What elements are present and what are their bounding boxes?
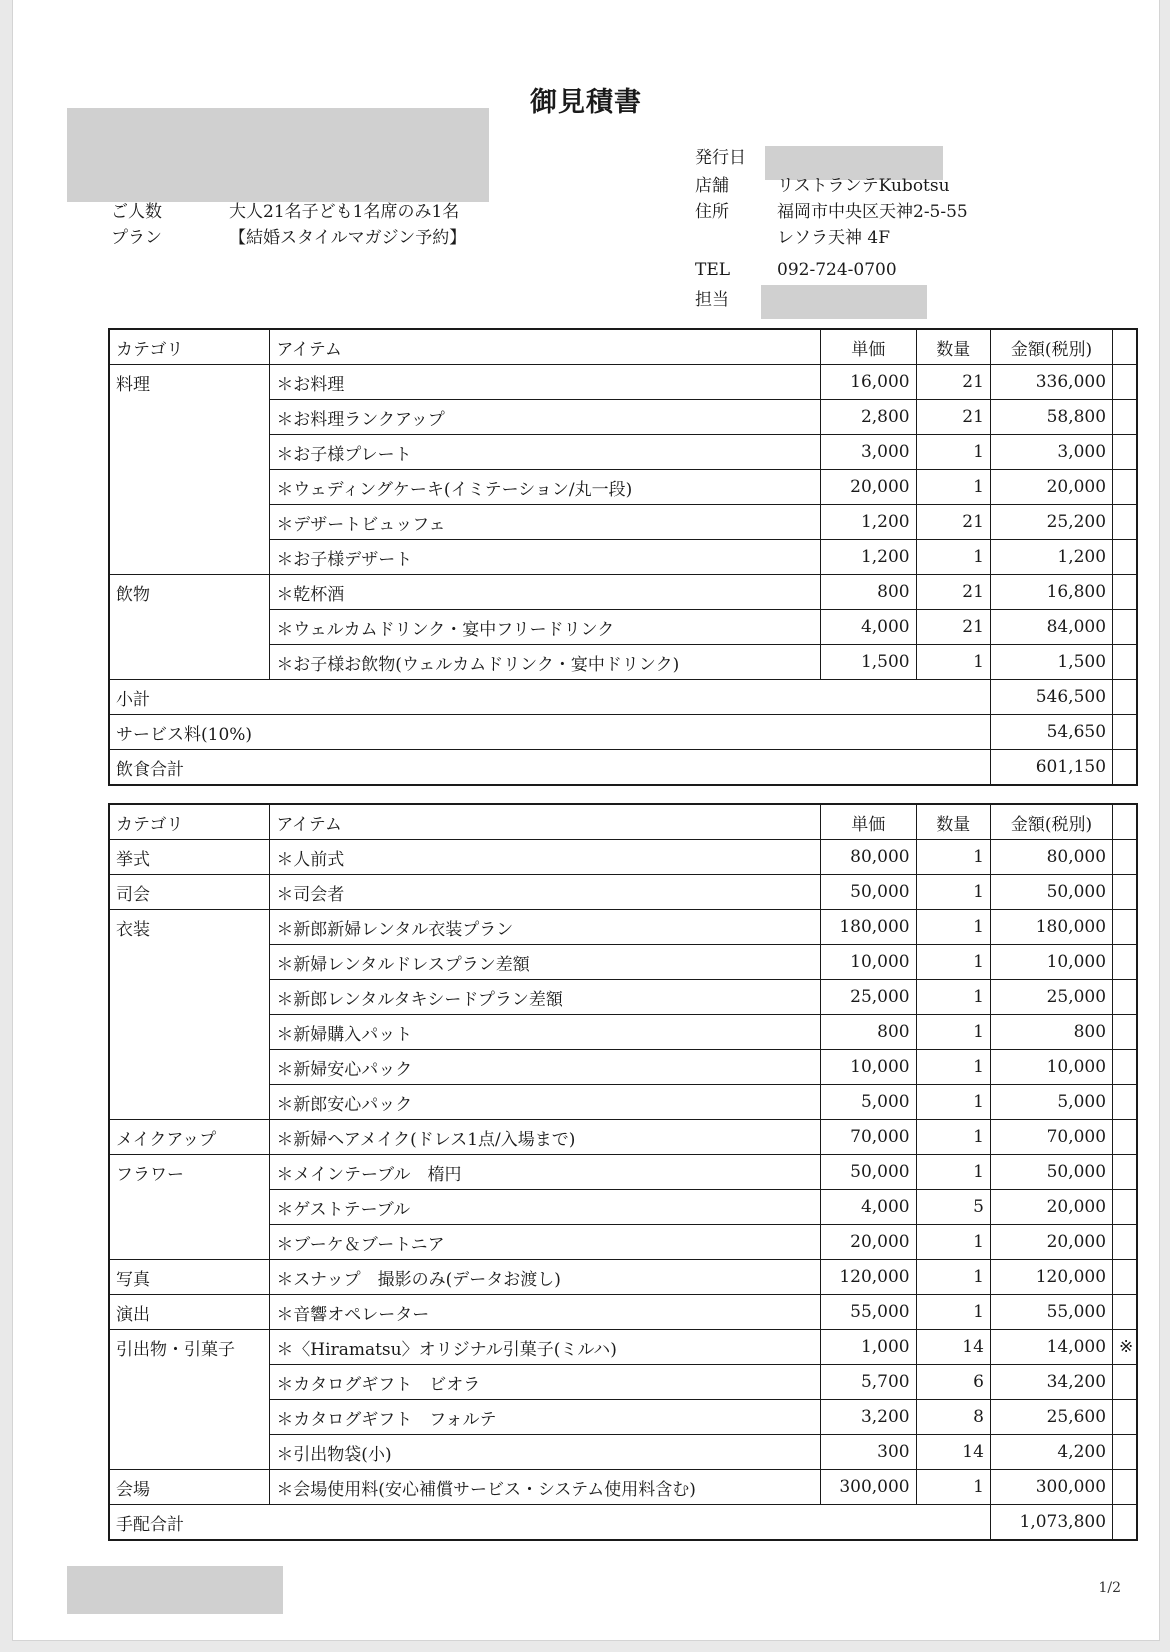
header-amount: 金額(税別) [990,804,1112,840]
redacted-staff-name [761,285,927,319]
arrangement-total-row-value: 1,073,800 [990,1505,1112,1541]
row-note [1113,365,1137,400]
row-unit-price: 50,000 [820,875,916,910]
table-row [109,1330,1137,1365]
row-qty: 1 [916,1155,990,1190]
page-number: 1/2 [1098,1580,1121,1596]
issuer-date-label: 発行日 [695,148,746,168]
row-unit-price: 800 [820,575,916,610]
document-page [12,0,1160,1641]
row-item: ＊デザートビュッフェ [270,505,821,540]
row-qty: 14 [916,1330,990,1365]
row-category [109,1050,270,1085]
row-item: ＊カタログギフト フォルテ [270,1400,821,1435]
row-unit-price: 80,000 [820,840,916,875]
food-total-row-note [1113,750,1137,786]
row-category [109,435,270,470]
table-row [109,1225,1137,1260]
address-line2: レソラ天神 4F [777,228,891,248]
row-item: ＊新婦レンタルドレスプラン差額 [270,945,821,980]
header-note [1113,804,1137,840]
row-item: ＊〈Hiramatsu〉オリジナル引菓子(ミルハ) [270,1330,821,1365]
row-note [1113,1225,1137,1260]
row-note [1113,980,1137,1015]
row-amount: 14,000 [990,1330,1112,1365]
row-amount: 300,000 [990,1470,1112,1505]
row-unit-price: 10,000 [820,1050,916,1085]
address-row [695,199,968,225]
row-note [1113,1260,1137,1295]
row-note [1113,540,1137,575]
row-item: ＊新郎レンタルタキシードプラン差額 [270,980,821,1015]
row-qty: 1 [916,435,990,470]
row-qty: 1 [916,470,990,505]
table-row [109,875,1137,910]
row-amount: 120,000 [990,1260,1112,1295]
row-qty: 1 [916,540,990,575]
row-qty: 8 [916,1400,990,1435]
row-unit-price: 10,000 [820,945,916,980]
food-total-row-value: 601,150 [990,750,1112,786]
row-category [109,1225,270,1260]
row-note [1113,1435,1137,1470]
table-row [109,980,1137,1015]
header-unit-price: 単価 [820,329,916,365]
row-qty: 1 [916,1050,990,1085]
row-note [1113,1400,1137,1435]
address-row-2 [695,225,968,251]
row-unit-price: 25,000 [820,980,916,1015]
row-note [1113,910,1137,945]
row-category: 演出 [109,1295,270,1330]
table-row [109,540,1137,575]
row-item: ＊新婦ヘアメイク(ドレス1点/入場まで) [270,1120,821,1155]
row-note [1113,1015,1137,1050]
row-amount: 20,000 [990,470,1112,505]
subtotal-row [109,680,1137,715]
row-unit-price: 50,000 [820,1155,916,1190]
table-row [109,505,1137,540]
row-item: ＊司会者 [270,875,821,910]
header-item: アイテム [270,804,821,840]
row-note [1113,610,1137,645]
row-unit-price: 1,200 [820,540,916,575]
row-item: ＊お子様デザート [270,540,821,575]
row-item: ＊人前式 [270,840,821,875]
row-amount: 20,000 [990,1190,1112,1225]
table-row [109,840,1137,875]
row-category [109,1190,270,1225]
row-category [109,400,270,435]
row-item: ＊ゲストテーブル [270,1190,821,1225]
tel-row [695,257,968,283]
arrangement-total-row-note [1113,1505,1137,1541]
row-unit-price: 2,800 [820,400,916,435]
row-category [109,645,270,680]
table-row [109,910,1137,945]
row-item: ＊音響オペレーター [270,1295,821,1330]
row-category [109,505,270,540]
service-charge-row-label: サービス料(10%) [109,715,990,750]
row-qty: 1 [916,945,990,980]
row-note [1113,1120,1137,1155]
row-item: ＊お料理 [270,365,821,400]
row-item: ＊ブーケ＆ブートニア [270,1225,821,1260]
row-category: 飲物 [109,575,270,610]
row-amount: 25,200 [990,505,1112,540]
row-note [1113,645,1137,680]
row-note [1113,1365,1137,1400]
food-estimate-table [108,328,1138,786]
row-category [109,1400,270,1435]
row-unit-price: 5,000 [820,1085,916,1120]
row-item: ＊新郎新婦レンタル衣装プラン [270,910,821,945]
row-category [109,945,270,980]
subtotal-row-value: 546,500 [990,680,1112,715]
row-unit-price: 800 [820,1015,916,1050]
table-row [109,1295,1137,1330]
table-row [109,400,1137,435]
row-category: 写真 [109,1260,270,1295]
row-amount: 50,000 [990,875,1112,910]
row-amount: 25,600 [990,1400,1112,1435]
table-row [109,1085,1137,1120]
row-note [1113,1295,1137,1330]
table-row [109,1260,1137,1295]
row-qty: 6 [916,1365,990,1400]
header-amount: 金額(税別) [990,329,1112,365]
document-title: 御見積書 [530,87,642,118]
row-unit-price: 5,700 [820,1365,916,1400]
row-amount: 336,000 [990,365,1112,400]
table-row [109,1015,1137,1050]
guests-value: 大人21名子ども1名席のみ1名 [229,202,460,222]
tel-label: TEL [695,260,731,280]
row-item: ＊お子様お飲物(ウェルカムドリンク・宴中ドリンク) [270,645,821,680]
row-category [109,1365,270,1400]
row-qty: 21 [916,610,990,645]
table-row [109,575,1137,610]
row-qty: 1 [916,840,990,875]
row-qty: 1 [916,1225,990,1260]
row-unit-price: 16,000 [820,365,916,400]
row-unit-price: 1,200 [820,505,916,540]
row-qty: 1 [916,1120,990,1155]
address-label: 住所 [695,202,729,222]
row-unit-price: 20,000 [820,470,916,505]
guests-label: ご人数 [111,202,162,222]
service-charge-row-note [1113,715,1137,750]
row-note [1113,435,1137,470]
row-item: ＊お料理ランクアップ [270,400,821,435]
row-item: ＊新郎安心パック [270,1085,821,1120]
row-qty: 21 [916,575,990,610]
row-note [1113,1190,1137,1225]
table-row [109,610,1137,645]
row-item: ＊新婦購入パット [270,1015,821,1050]
store-value: リストランテKubotsu [777,176,950,196]
food-total-row [109,750,1137,786]
row-qty: 1 [916,980,990,1015]
row-item: ＊乾杯酒 [270,575,821,610]
header-category: カテゴリ [109,329,270,365]
food-total-row-label: 飲食合計 [109,750,990,786]
table-row [109,470,1137,505]
row-note [1113,1155,1137,1190]
row-qty: 14 [916,1435,990,1470]
header-category: カテゴリ [109,804,270,840]
store-row [695,173,968,199]
row-unit-price: 1,000 [820,1330,916,1365]
row-unit-price: 180,000 [820,910,916,945]
row-amount: 50,000 [990,1155,1112,1190]
row-item: ＊カタログギフト ビオラ [270,1365,821,1400]
row-amount: 3,000 [990,435,1112,470]
header-qty: 数量 [916,329,990,365]
row-amount: 5,000 [990,1085,1112,1120]
row-category: メイクアップ [109,1120,270,1155]
row-qty: 1 [916,875,990,910]
row-amount: 180,000 [990,910,1112,945]
row-unit-price: 300 [820,1435,916,1470]
store-label: 店舗 [695,176,729,196]
row-note: ※ [1113,1330,1137,1365]
row-note [1113,400,1137,435]
row-amount: 70,000 [990,1120,1112,1155]
subtotal-row-note [1113,680,1137,715]
row-amount: 80,000 [990,840,1112,875]
header-unit-price: 単価 [820,804,916,840]
arrangement-total-row [109,1505,1137,1541]
row-amount: 58,800 [990,400,1112,435]
row-category: フラワー [109,1155,270,1190]
row-category [109,980,270,1015]
table-row [109,1365,1137,1400]
row-note [1113,945,1137,980]
row-amount: 1,500 [990,645,1112,680]
row-unit-price: 20,000 [820,1225,916,1260]
row-amount: 84,000 [990,610,1112,645]
plan-row [111,225,466,251]
plan-value: 【結婚スタイルマガジン予約】 [229,228,467,248]
row-amount: 10,000 [990,945,1112,980]
redacted-customer-name [67,108,489,202]
table-row [109,435,1137,470]
row-category [109,470,270,505]
row-qty: 5 [916,1190,990,1225]
row-category: 会場 [109,1470,270,1505]
row-item: ＊スナップ 撮影のみ(データお渡し) [270,1260,821,1295]
header-qty: 数量 [916,804,990,840]
row-note [1113,575,1137,610]
table-row [109,1120,1137,1155]
arrangement-total-row-label: 手配合計 [109,1505,990,1541]
row-category: 挙式 [109,840,270,875]
row-amount: 1,200 [990,540,1112,575]
table-row [109,945,1137,980]
row-unit-price: 55,000 [820,1295,916,1330]
tel-value: 092-724-0700 [777,260,897,280]
row-qty: 1 [916,1260,990,1295]
row-note [1113,1085,1137,1120]
header-item: アイテム [270,329,821,365]
row-note [1113,875,1137,910]
table-row [109,1470,1137,1505]
row-qty: 1 [916,1015,990,1050]
row-item: ＊メインテーブル 楕円 [270,1155,821,1190]
row-note [1113,1470,1137,1505]
row-unit-price: 4,000 [820,610,916,645]
row-category [109,540,270,575]
table-row [109,365,1137,400]
row-amount: 25,000 [990,980,1112,1015]
row-category [109,1435,270,1470]
staff-label: 担当 [695,290,729,310]
arrangement-estimate-table [108,803,1138,1541]
row-qty: 1 [916,910,990,945]
row-category: 衣装 [109,910,270,945]
row-item: ＊ウェディングケーキ(イミテーション/丸一段) [270,470,821,505]
row-qty: 1 [916,1470,990,1505]
row-item: ＊新婦安心パック [270,1050,821,1085]
row-category: 司会 [109,875,270,910]
row-qty: 1 [916,645,990,680]
subtotal-row-label: 小計 [109,680,990,715]
row-amount: 34,200 [990,1365,1112,1400]
row-category: 料理 [109,365,270,400]
row-category [109,1085,270,1120]
header-note [1113,329,1137,365]
row-qty: 1 [916,1295,990,1330]
row-note [1113,505,1137,540]
row-amount: 800 [990,1015,1112,1050]
customer-info [111,199,466,251]
row-item: ＊ウェルカムドリンク・宴中フリードリンク [270,610,821,645]
row-qty: 21 [916,365,990,400]
row-category [109,610,270,645]
service-charge-row [109,715,1137,750]
row-amount: 4,200 [990,1435,1112,1470]
row-qty: 1 [916,1085,990,1120]
table-row [109,1155,1137,1190]
row-unit-price: 70,000 [820,1120,916,1155]
service-charge-row-value: 54,650 [990,715,1112,750]
row-amount: 16,800 [990,575,1112,610]
guests-row [111,199,466,225]
row-category: 引出物・引菓子 [109,1330,270,1365]
row-item: ＊会場使用料(安心補償サービス・システム使用料含む) [270,1470,821,1505]
table-row [109,1435,1137,1470]
row-category [109,1015,270,1050]
row-amount: 20,000 [990,1225,1112,1260]
table-row [109,1400,1137,1435]
row-note [1113,840,1137,875]
row-item: ＊お子様プレート [270,435,821,470]
plan-label: プラン [111,228,162,248]
table-row [109,1050,1137,1085]
row-amount: 10,000 [990,1050,1112,1085]
table-row [109,645,1137,680]
table-header-row [109,329,1137,365]
row-unit-price: 1,500 [820,645,916,680]
row-qty: 21 [916,505,990,540]
row-qty: 21 [916,400,990,435]
row-note [1113,470,1137,505]
row-note [1113,1050,1137,1085]
row-unit-price: 4,000 [820,1190,916,1225]
table-row [109,1190,1137,1225]
row-unit-price: 300,000 [820,1470,916,1505]
redacted-footer [67,1566,283,1614]
row-unit-price: 3,200 [820,1400,916,1435]
row-unit-price: 3,000 [820,435,916,470]
address-line1: 福岡市中央区天神2-5-55 [777,202,968,222]
row-amount: 55,000 [990,1295,1112,1330]
row-unit-price: 120,000 [820,1260,916,1295]
row-item: ＊引出物袋(小) [270,1435,821,1470]
table-header-row [109,804,1137,840]
